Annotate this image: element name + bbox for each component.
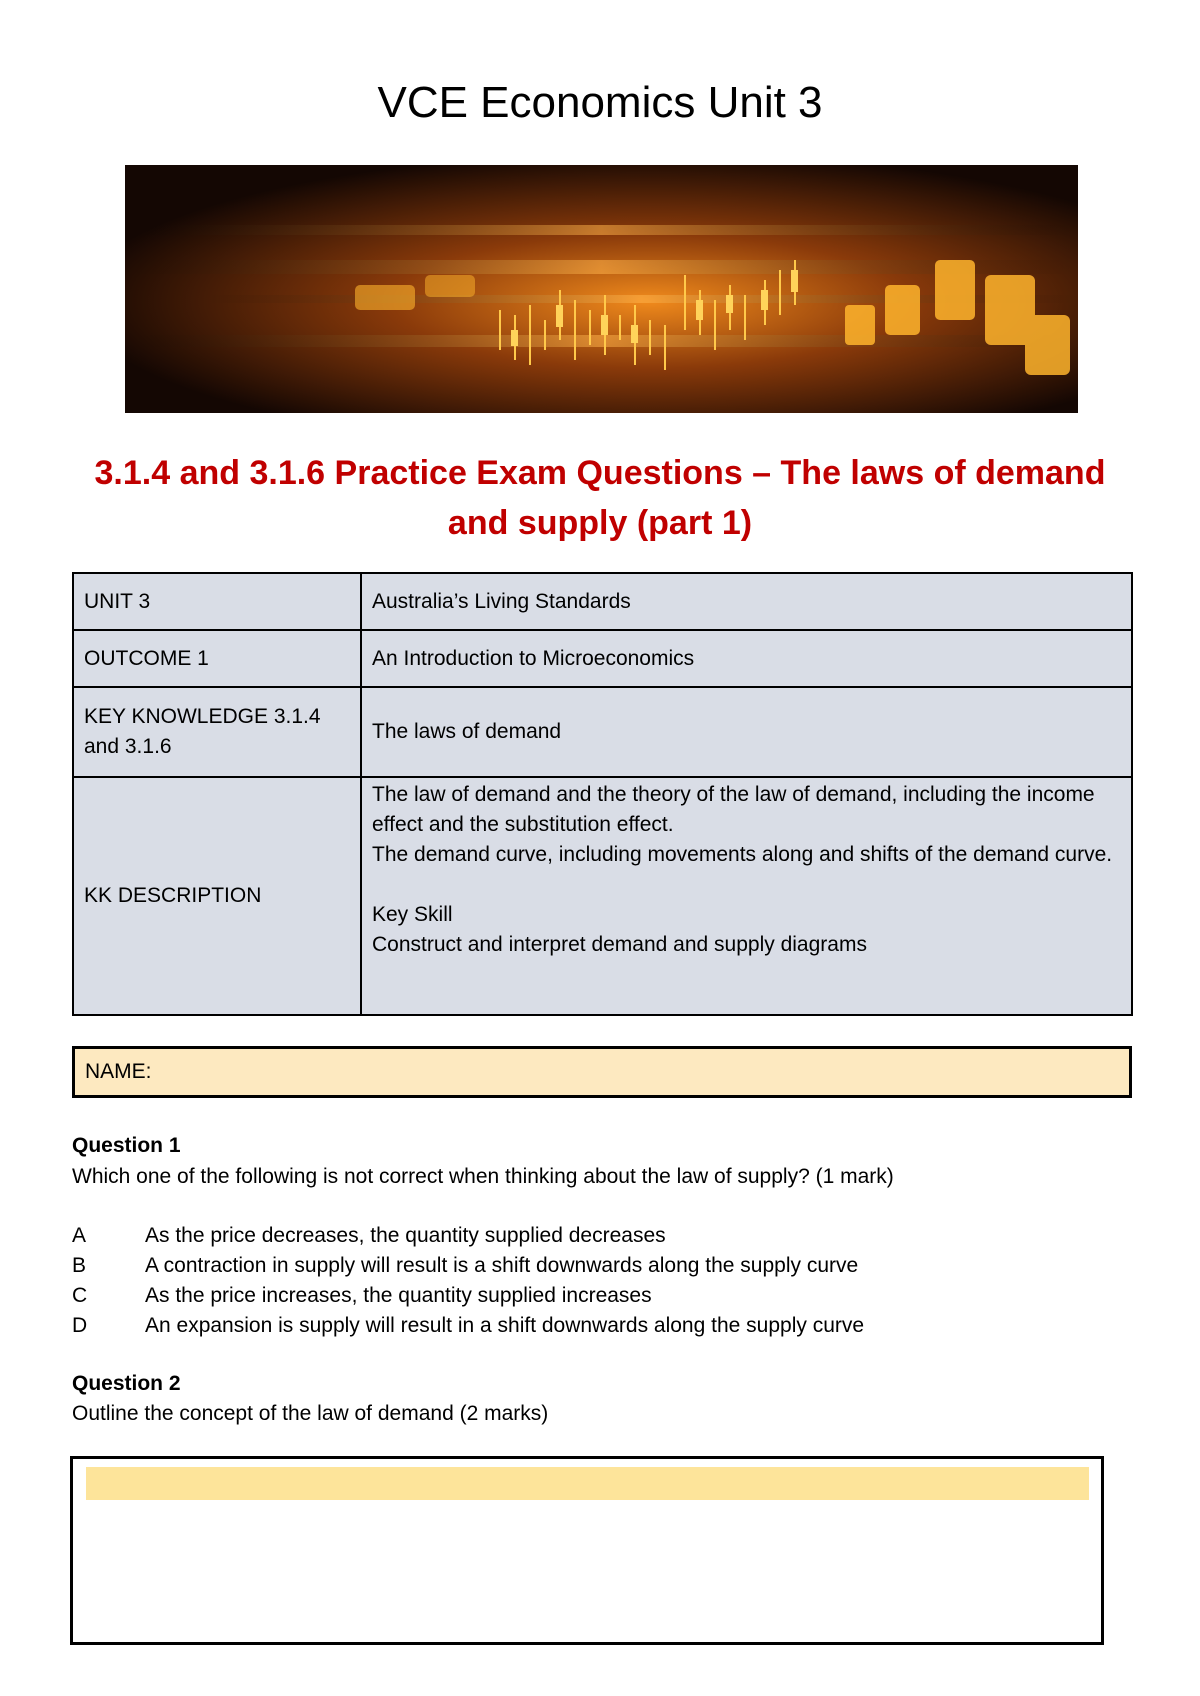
kk-description-line: The demand curve, including movements along and shifts of the demand curve. xyxy=(372,843,1113,866)
option-letter: D xyxy=(72,1314,88,1337)
worksheet-subtitle: 3.1.4 and 3.1.6 Practice Exam Questions – The laws of demand and supply (part 1) xyxy=(94,454,1106,542)
option-text: As the price decreases, the quantity supplied decreases xyxy=(145,1224,666,1247)
kk-description-line: The law of demand and the theory of the law of demand, including the income effect and the substitution effect. xyxy=(372,783,1095,836)
row-label: UNIT 3 xyxy=(73,573,361,630)
info-table xyxy=(72,572,1133,1016)
option-text: An expansion is supply will result in a shift downwards along the supply curve xyxy=(145,1314,865,1337)
question-1-text: Which one of the following is not correct when thinking about the law of supply? (1 mark) xyxy=(72,1165,894,1188)
question-1-option-c xyxy=(72,1284,652,1308)
question-2-heading: Question 2 xyxy=(72,1372,181,1395)
stock-chart-banner-icon xyxy=(125,165,1078,413)
document-title: VCE Economics Unit 3 xyxy=(377,78,823,127)
row-label: KEY KNOWLEDGE 3.1.4 and 3.1.6 xyxy=(73,687,361,777)
row-value: The laws of demand xyxy=(361,687,1132,777)
key-skill-heading: Key Skill xyxy=(372,903,453,926)
row-label: OUTCOME 1 xyxy=(73,630,361,687)
question-2-answer-box[interactable] xyxy=(70,1456,1104,1645)
question-1-heading: Question 1 xyxy=(72,1134,181,1157)
row-value: Australia’s Living Standards xyxy=(361,573,1132,630)
kk-description-cell xyxy=(361,777,1132,1015)
key-skill-text: Construct and interpret demand and supply diagrams xyxy=(372,933,867,956)
option-letter: A xyxy=(72,1224,87,1247)
option-text: As the price increases, the quantity supplied increases xyxy=(145,1284,652,1307)
option-text: A contraction in supply will result is a shift downwards along the supply curve xyxy=(145,1254,859,1277)
stock-chart-banner-image xyxy=(125,165,1078,413)
name-field[interactable] xyxy=(72,1046,1132,1098)
spacer xyxy=(372,870,1121,900)
option-letter: B xyxy=(72,1254,87,1277)
name-label: NAME: xyxy=(85,1060,152,1083)
table-row xyxy=(73,687,1132,777)
question-1-option-a xyxy=(72,1224,666,1248)
question-1-option-d xyxy=(72,1314,864,1338)
row-label: KK DESCRIPTION xyxy=(73,777,361,1015)
question-1-option-b xyxy=(72,1254,858,1278)
table-row xyxy=(73,573,1132,630)
table-row xyxy=(73,630,1132,687)
row-value: An Introduction to Microeconomics xyxy=(361,630,1132,687)
question-2-text: Outline the concept of the law of demand (2 marks) xyxy=(72,1402,549,1425)
table-row xyxy=(73,777,1132,1015)
option-letter: C xyxy=(72,1284,88,1307)
answer-highlight-strip xyxy=(86,1467,1089,1500)
